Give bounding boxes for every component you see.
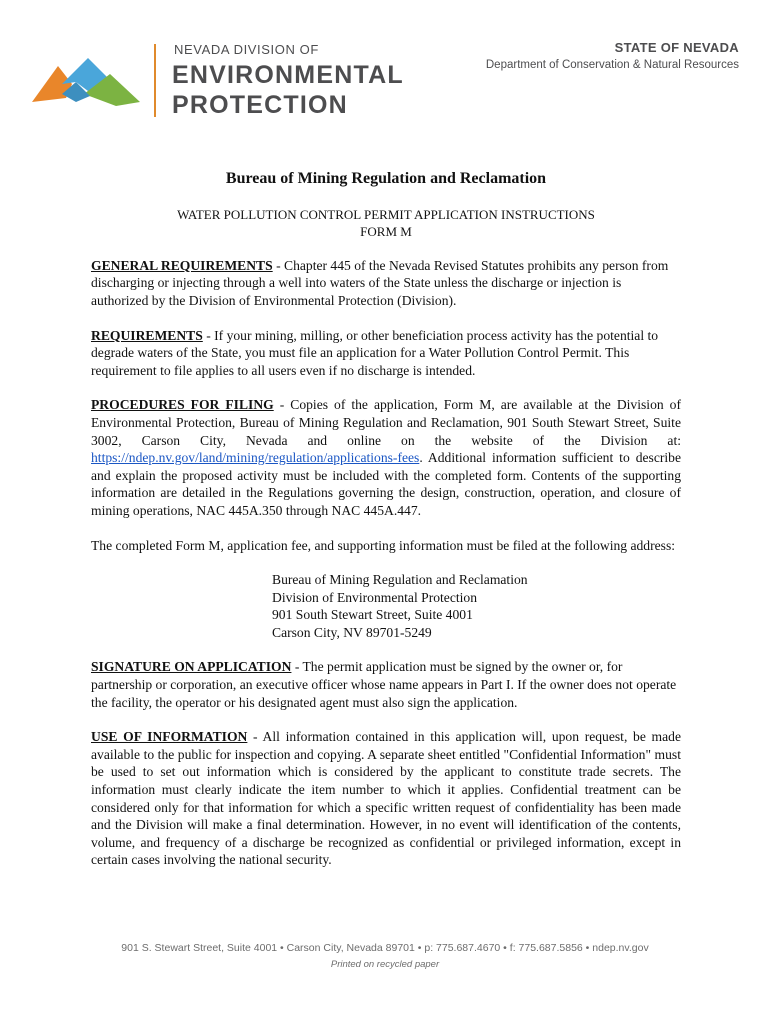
signature-text: - The permit application must be signed by the owner or, for partnership or corporation, an executive officer whose name appears in Part I. If the owner does not operate the facility, the operator or his designated agent must also sign the application.: [91, 659, 677, 710]
address-line: Bureau of Mining Regulation and Reclamation: [272, 572, 528, 588]
address-line: Division of Environmental Protection: [272, 589, 478, 605]
mailing-address: [272, 571, 681, 641]
letterhead: [0, 0, 770, 130]
general-requirements-text: - Chapter 445 of the Nevada Revised Statutes prohibits any person from discharging or injecting through a well into waters of the State unless the discharge or injection is authorized by the Division of Environmental Protection (Division).: [91, 257, 669, 308]
document-title: Bureau of Mining Regulation and Reclamation: [225, 170, 547, 187]
general-requirements-heading: GENERAL REQUIREMENTS: [91, 257, 273, 273]
applications-fees-link[interactable]: https://ndep.nv.gov/land/mining/regulation/applications-fees: [91, 450, 420, 466]
division-label-line2: PROTECTION: [172, 91, 348, 119]
requirements-paragraph: [91, 327, 681, 380]
procedures-text-after: . Additional information sufficient to describe and explain the proposed activity must be included with the completed form. Contents of the supporting information are detailed in the Regulations governing the design, construction, operation, and closure of mining operations, NAC 445A.350 through NAC 445A.447.: [91, 450, 681, 518]
logo-divider: [154, 44, 156, 117]
procedures-heading: PROCEDURES FOR FILING: [91, 397, 274, 413]
document-body: [91, 170, 681, 886]
procedures-text-before: - Copies of the application, Form M, are available at the Division of Environmental Protection, Bureau of Mining Regulation and Reclamation, 901 South Stewart Street, Suite 3002, Carson City, Nevada and online on the website of the Division at:: [91, 397, 681, 448]
signature-heading: SIGNATURE ON APPLICATION: [91, 659, 292, 675]
procedures-paragraph: [91, 396, 681, 519]
use-of-information-paragraph: [91, 728, 681, 869]
use-of-information-heading: USE OF INFORMATION: [91, 729, 248, 745]
mountains-logo-icon: [32, 54, 142, 108]
signature-paragraph: [91, 658, 681, 711]
filing-note: The completed Form M, application fee, and supporting information must be filed at the following address:: [91, 537, 676, 553]
footer-note: Printed on recycled paper: [330, 959, 440, 970]
document-subtitle: [91, 206, 681, 241]
subtitle-line1: WATER POLLUTION CONTROL PERMIT APPLICATION INSTRUCTIONS: [177, 206, 595, 222]
division-label-small: NEVADA DIVISION OF: [174, 42, 319, 57]
requirements-text: - If your mining, milling, or other beneficiation process activity has the potential to degrade waters of the State, you must file an application for a Water Pollution Control Permit. This requirement to file applies to all users even if no discharge is intended.: [91, 327, 659, 378]
use-of-information-text: - All information contained in this application will, upon request, be made available to the public for inspection and copying. A separate sheet entitled "Confidential Information" must be used to set out information which is considered by the applicant to constitute trade secrets. The information must clearly indicate the item number to which it applies. Confidential treatment can be considered only for that information for which a specific written request of confidentiality has been made and the Division will make a final determination. However, in no event will identification of the contents, volume, and frequency of a discharge be recognized as confidential or privileged information, except in certain cases involving the national security.: [91, 729, 681, 868]
requirements-heading: REQUIREMENTS: [91, 327, 203, 343]
department-name: Department of Conservation & Natural Resources: [485, 59, 739, 71]
address-line: 901 South Stewart Street, Suite 4001: [272, 607, 473, 623]
state-title: STATE OF NEVADA: [614, 40, 739, 55]
subtitle-line2: FORM M: [360, 224, 412, 240]
general-requirements-paragraph: [91, 257, 681, 310]
footer-contact: 901 S. Stewart Street, Suite 4001 • Carson City, Nevada 89701 • p: 775.687.4670 • f: 775.687.5856 • ndep.nv.gov: [121, 942, 649, 954]
division-label-line1: ENVIRONMENTAL: [172, 61, 404, 89]
address-line: Carson City, NV 89701-5249: [272, 624, 432, 640]
